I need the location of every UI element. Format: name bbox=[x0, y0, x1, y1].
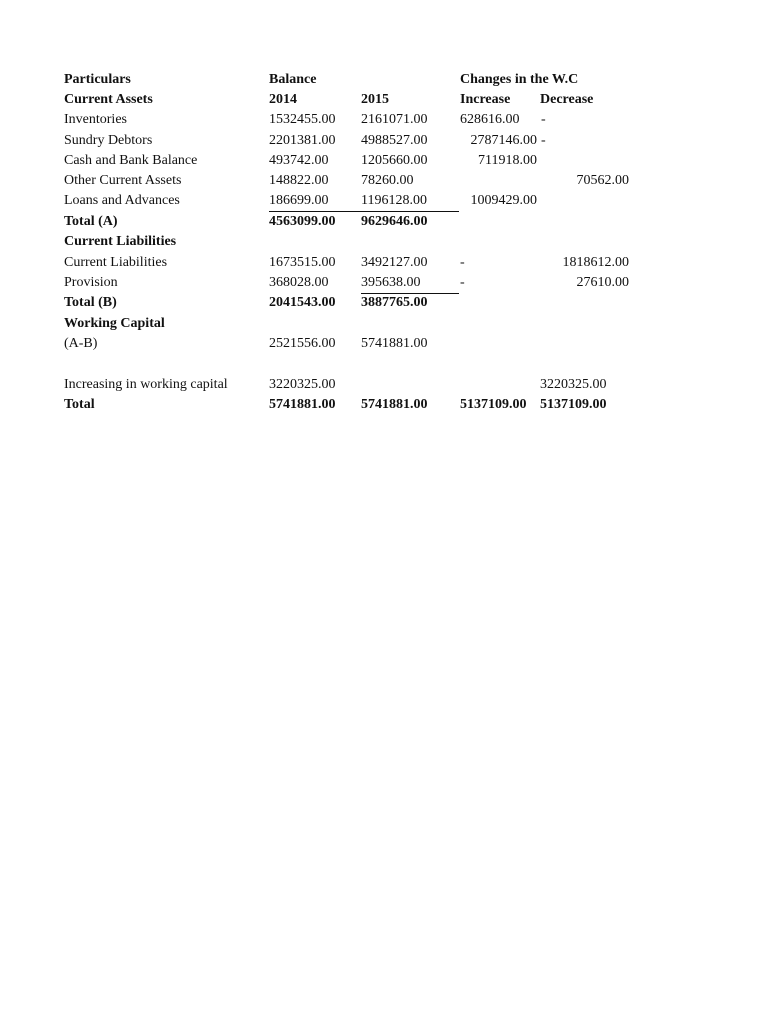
table-row bbox=[0, 253, 768, 273]
table-row bbox=[0, 131, 768, 151]
header-changes: Changes in the W.C bbox=[460, 72, 579, 87]
value-2015: 5741881.00 bbox=[361, 336, 428, 351]
table-row bbox=[0, 191, 768, 211]
value-2015: 4988527.00 bbox=[361, 133, 428, 148]
value-2014: 2041543.00 bbox=[269, 295, 336, 310]
table-row bbox=[0, 273, 768, 293]
value-2015: 2161071.00 bbox=[361, 112, 428, 127]
value-decrease: - bbox=[541, 112, 546, 127]
row-label: Other Current Assets bbox=[64, 173, 182, 188]
row-label: Inventories bbox=[64, 112, 127, 127]
col-2014-header: 2014 bbox=[269, 92, 297, 107]
value-2014: 1532455.00 bbox=[269, 112, 336, 127]
header-balance: Balance bbox=[269, 72, 317, 87]
row-label: Total bbox=[64, 397, 95, 412]
value-decrease: 3220325.00 bbox=[540, 377, 607, 392]
row-label: Current Liabilities bbox=[64, 255, 168, 270]
row-label: Total (B) bbox=[64, 295, 117, 310]
value-decrease: 5137109.00 bbox=[540, 397, 607, 412]
section-heading-row bbox=[0, 232, 768, 252]
table-row bbox=[0, 334, 768, 354]
value-2014: 3220325.00 bbox=[269, 377, 336, 392]
value-2014: 2521556.00 bbox=[269, 336, 336, 351]
value-2014: 1673515.00 bbox=[269, 255, 336, 270]
table-row bbox=[0, 375, 768, 395]
value-2014: 368028.00 bbox=[269, 275, 329, 290]
value-2015: 1196128.00 bbox=[361, 193, 427, 208]
working-capital-heading: Working Capital bbox=[64, 316, 165, 331]
value-increase: - bbox=[460, 255, 465, 270]
row-label: Sundry Debtors bbox=[64, 133, 153, 148]
value-2015: 395638.00 bbox=[361, 275, 421, 290]
row-label: Total (A) bbox=[64, 214, 118, 229]
value-2015: 9629646.00 bbox=[361, 214, 428, 229]
value-2015: 78260.00 bbox=[361, 173, 414, 188]
col-decrease-header: Decrease bbox=[540, 92, 594, 107]
value-decrease: - bbox=[541, 133, 546, 148]
row-label: Increasing in working capital bbox=[64, 377, 228, 392]
value-2015: 3887765.00 bbox=[361, 295, 428, 310]
current-liabilities-heading: Current Liabilities bbox=[64, 234, 177, 249]
value-2015: 3492127.00 bbox=[361, 255, 428, 270]
value-increase: 711918.00 bbox=[478, 153, 537, 168]
subheader-row bbox=[0, 90, 768, 110]
total-b-row bbox=[0, 293, 768, 313]
section-heading-row bbox=[0, 314, 768, 334]
col-increase-header: Increase bbox=[460, 92, 511, 107]
value-2015: 5741881.00 bbox=[361, 397, 428, 412]
value-increase: 2787146.00 bbox=[470, 133, 537, 148]
row-label: Cash and Bank Balance bbox=[64, 153, 198, 168]
row-label: Provision bbox=[64, 275, 118, 290]
grand-total-row bbox=[0, 395, 768, 415]
value-2014: 2201381.00 bbox=[269, 133, 336, 148]
col-2015-header: 2015 bbox=[361, 92, 389, 107]
total-a-row bbox=[0, 212, 768, 232]
value-2014: 493742.00 bbox=[269, 153, 329, 168]
current-assets-heading: Current Assets bbox=[64, 92, 153, 107]
value-increase: 5137109.00 bbox=[460, 397, 527, 412]
value-2014: 148822.00 bbox=[269, 173, 329, 188]
table-row bbox=[0, 110, 768, 130]
value-decrease: 70562.00 bbox=[576, 173, 629, 188]
value-increase: - bbox=[460, 275, 465, 290]
value-2014: 5741881.00 bbox=[269, 397, 336, 412]
header-row bbox=[0, 70, 768, 90]
table-row bbox=[0, 171, 768, 191]
value-increase: 628616.00 bbox=[460, 112, 520, 127]
value-increase: 1009429.00 bbox=[470, 193, 537, 208]
header-particulars: Particulars bbox=[64, 72, 131, 87]
value-decrease: 1818612.00 bbox=[562, 255, 629, 270]
value-2014: 4563099.00 bbox=[269, 214, 336, 229]
value-2014: 186699.00 bbox=[269, 193, 329, 208]
row-label: (A-B) bbox=[64, 336, 98, 351]
table-row bbox=[0, 151, 768, 171]
value-decrease: 27610.00 bbox=[576, 275, 629, 290]
value-2015: 1205660.00 bbox=[361, 153, 428, 168]
row-label: Loans and Advances bbox=[64, 193, 180, 208]
